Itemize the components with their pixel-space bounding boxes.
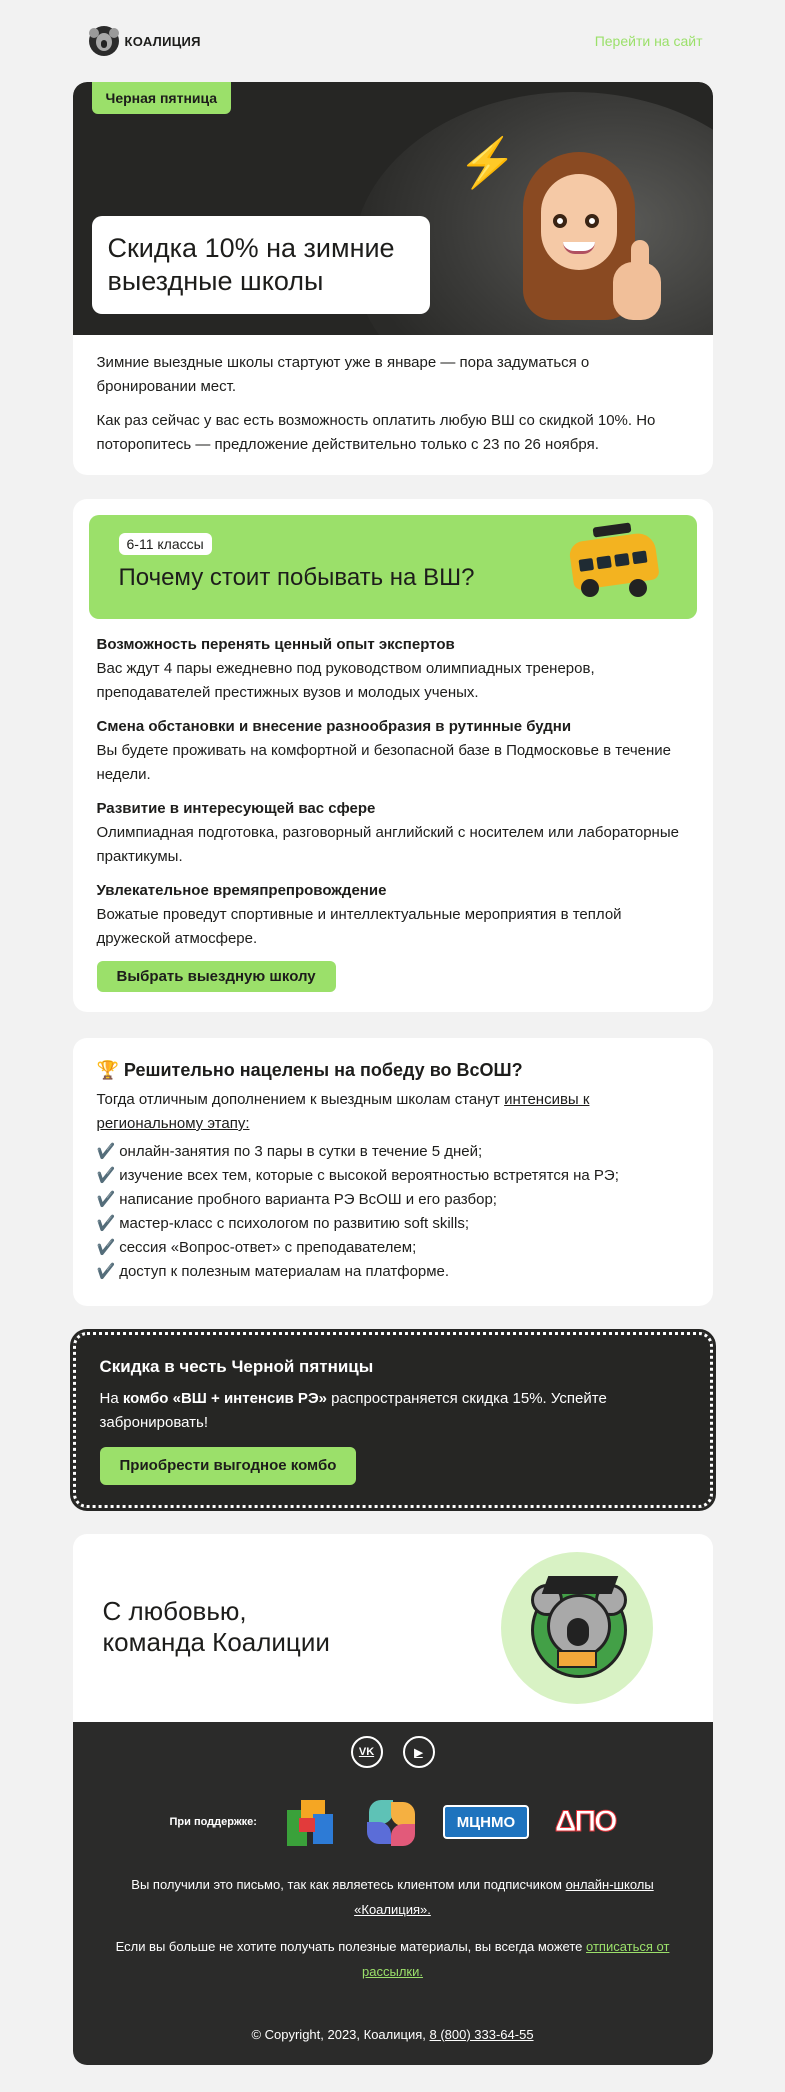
copyright	[103, 2022, 683, 2047]
list-item-text: написание пробного варианта РЭ ВсОШ и его разбор;	[119, 1191, 497, 1208]
copyright-text: © Copyright, 2023, Коалиция,	[251, 2027, 430, 2042]
email-container	[73, 0, 713, 2065]
logo[interactable]	[89, 26, 201, 56]
signoff-line-2: команда Коалиции	[102, 1627, 330, 1657]
reason-title: Смена обстановки и внесение разнообразия в рутинные будни	[96, 718, 572, 735]
list-item	[97, 1260, 689, 1284]
check-icon: ✔️	[96, 1143, 116, 1160]
vsosh-intro	[97, 1088, 689, 1136]
reason-text: Вожатые проведут спортивные и интеллектуальные мероприятия в теплой дружеской атмосфере.	[96, 906, 622, 947]
email-header	[73, 0, 713, 82]
list-item	[97, 1140, 689, 1164]
why-title: Почему стоит побывать на ВШ?	[118, 564, 475, 591]
black-friday-tag: Черная пятница	[92, 82, 232, 114]
social-links	[103, 1736, 683, 1768]
reason-item	[97, 633, 689, 705]
signoff-text	[103, 1596, 330, 1658]
partner-logo-mcnmo: МЦНМО	[443, 1805, 529, 1839]
reason-item	[97, 797, 689, 869]
combo-name: комбо «ВШ + интенсив РЭ»	[122, 1390, 327, 1407]
list-item-text: изучение всех тем, которые с высокой вероятностью встретятся на РЭ;	[119, 1167, 619, 1184]
signoff-card	[73, 1534, 713, 1722]
partner-logo-petals	[363, 1796, 417, 1848]
list-item	[97, 1164, 689, 1188]
vsosh-title: 🏆 Решительно нацелены на победу во ВсОШ?	[96, 1060, 523, 1080]
buy-combo-button[interactable]: Приобрести выгодное комбо	[100, 1447, 357, 1485]
check-icon: ✔️	[96, 1215, 116, 1232]
partner-logo-apo: ΔΠΟ	[554, 1805, 616, 1838]
lightning-icon: ⚡	[457, 137, 518, 190]
koala-mascot-image	[501, 1552, 653, 1704]
promo-title: Скидка 10% на зимние выездные школы	[107, 233, 395, 296]
choose-school-button[interactable]: Выбрать выездную школу	[97, 961, 336, 992]
combo-text	[100, 1387, 686, 1435]
combo-text-pre: На	[99, 1390, 123, 1407]
reasons-list	[89, 619, 697, 951]
combo-text-post: распространяется скидка 15%. Успейте забронировать!	[99, 1390, 607, 1431]
reason-title: Увлекательное времяпрепровождение	[96, 882, 387, 899]
reason-item	[97, 715, 689, 787]
reason-text: Олимпиадная подготовка, разговорный английский с носителем или лабораторные практикумы.	[96, 824, 679, 865]
list-item	[97, 1188, 689, 1212]
school-link[interactable]: онлайн-школы «Коалиция».	[354, 1877, 654, 1917]
partners-label: При поддержке:	[169, 1816, 257, 1828]
unsubscribe-link[interactable]: отписаться от рассылки.	[362, 1939, 670, 1979]
combo-title: Скидка в честь Черной пятницы	[99, 1357, 374, 1376]
promo-card	[73, 82, 713, 475]
vsosh-card	[73, 1038, 713, 1306]
check-icon: ✔️	[96, 1167, 116, 1184]
go-to-site-link[interactable]: Перейти на сайт	[594, 33, 703, 49]
memoji-avatar-image	[523, 152, 663, 327]
list-item	[97, 1236, 689, 1260]
reason-text: Вы будете проживать на комфортной и безопасной базе в Подмосковье в течение недели.	[96, 742, 672, 783]
unsubscribe-note	[103, 1934, 683, 1984]
promo-text	[73, 335, 713, 475]
youtube-icon[interactable]: ▶	[403, 1736, 435, 1768]
list-item-text: доступ к полезным материалам на платформе.	[119, 1263, 450, 1280]
intensives-link[interactable]: интенсивы к региональному этапу:	[96, 1091, 590, 1132]
partners-row	[103, 1794, 683, 1850]
check-icon: ✔️	[96, 1191, 116, 1208]
reason-title: Возможность перенять ценный опыт экспертов	[96, 636, 455, 653]
grade-badge: 6-11 классы	[119, 533, 212, 555]
list-item-text: мастер-класс с психологом по развитию soft skills;	[119, 1215, 470, 1232]
list-item	[97, 1212, 689, 1236]
combo-card	[73, 1332, 713, 1508]
promo-paragraph-1: Зимние выездные школы стартуют уже в январе — пора задуматься о бронировании мест.	[96, 354, 590, 395]
phone-link[interactable]: 8 (800) 333-64-55	[429, 2027, 534, 2042]
subscription-note	[103, 1872, 683, 1922]
reason-item	[97, 879, 689, 951]
check-icon: ✔️	[96, 1263, 116, 1280]
vk-icon[interactable]: VK	[351, 1736, 383, 1768]
vsosh-intro-text: Тогда отличным дополнением к выездным школам станут	[96, 1091, 505, 1108]
vsosh-benefits-list	[97, 1140, 689, 1284]
unsubscribe-note-text: Если вы больше не хотите получать полезные материалы, вы всегда можете	[115, 1939, 586, 1954]
check-icon: ✔️	[96, 1239, 116, 1256]
school-bus-icon	[571, 525, 657, 601]
footer	[73, 1722, 713, 2065]
list-item-text: онлайн-занятия по 3 пары в сутки в течение 5 дней;	[119, 1143, 483, 1160]
promo-title-box	[92, 216, 430, 314]
promo-hero	[73, 82, 713, 335]
reason-text: Вас ждут 4 пары ежедневно под руководством олимпиадных тренеров, преподавателей престижных вузов и молодых ученых.	[96, 660, 595, 701]
signoff-line-1: С любовью,	[102, 1596, 247, 1626]
logo-text: КОАЛИЦИЯ	[124, 33, 201, 49]
subscription-note-text: Вы получили это письмо, так как являетесь клиентом или подписчиком	[131, 1877, 566, 1892]
why-card	[73, 499, 713, 1012]
why-banner	[89, 515, 697, 619]
promo-paragraph-2: Как раз сейчас у вас есть возможность оплатить любую ВШ со скидкой 10%. Но поторопитесь — предложение действительно только с 23 по 26 ноября.	[96, 412, 656, 453]
list-item-text: сессия «Вопрос-ответ» с преподавателем;	[119, 1239, 417, 1256]
koala-logo-icon	[89, 26, 119, 56]
reason-title: Развитие в интересующей вас сфере	[96, 800, 376, 817]
partner-logo-blocks	[283, 1796, 337, 1848]
